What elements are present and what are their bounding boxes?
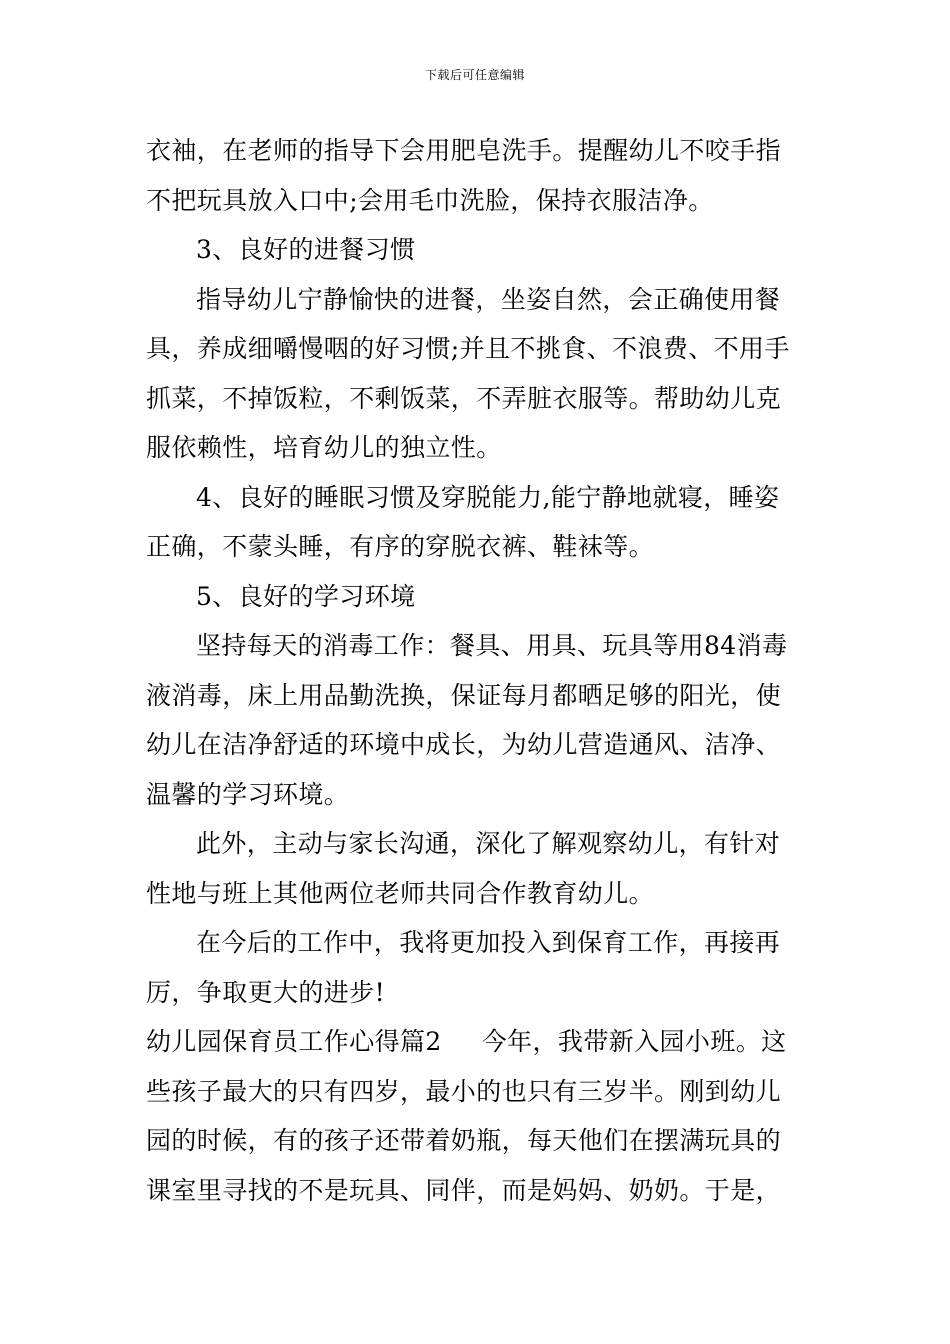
page-header: 下载后可任意编辑 <box>424 68 525 82</box>
section-title: 幼儿园保育员工作心得篇2 <box>146 1027 442 1056</box>
paragraph-line: 正确，不蒙头睡，有序的穿脱衣裤、鞋袜等。 <box>146 532 655 561</box>
subheading-sleep-habits: 4、良好的睡眠习惯及穿脱能力,能宁静地就寝，睡姿 <box>196 482 780 512</box>
paragraph-line: 温馨的学习环境。 <box>146 779 350 809</box>
paragraph-line: 此外，主动与家长沟通，深化了解观察幼儿，有针对 <box>196 829 781 858</box>
section-title-line <box>146 1017 806 1067</box>
paragraph-line: 园的时候，有的孩子还带着奶瓶，每天他们在摆满玩具的 <box>146 1126 782 1155</box>
paragraph-line: 抓菜，不掉饭粒，不剩饭菜，不弄脏衣服等。帮助幼儿克 <box>146 383 782 413</box>
paragraph-line: 具，养成细嚼慢咽的好习惯;并且不挑食、不浪费、不用手 <box>146 334 790 363</box>
document-body <box>146 126 806 1215</box>
paragraph-line: 不把玩具放入口中;会用毛巾洗脸，保持衣服洁净。 <box>146 185 714 215</box>
paragraph-line: 衣袖，在老师的指导下会用肥皂洗手。提醒幼儿不咬手指 <box>146 136 782 165</box>
paragraph-line: 些孩子最大的只有四岁，最小的也只有三岁半。刚到幼儿 <box>146 1076 782 1106</box>
paragraph-line: 指导幼儿宁静愉快的进餐，坐姿自然，会正确使用餐 <box>196 284 781 314</box>
paragraph-line: 幼儿在洁净舒适的环境中成长，为幼儿营造通风、洁净、 <box>146 730 782 759</box>
paragraph-line: 坚持每天的消毒工作：餐具、用具、玩具等用84消毒 <box>196 631 788 660</box>
paragraph-line: 课室里寻找的不是玩具、同伴，而是妈妈、奶奶。于是， <box>146 1175 782 1205</box>
section-first-line: 今年，我带新入园小班。这 <box>481 1027 787 1056</box>
paragraph-line: 液消毒，床上用品勤洗换，保证每月都晒足够的阳光，使 <box>146 680 782 710</box>
subheading-eating-habits: 3、良好的进餐习惯 <box>196 235 416 264</box>
subheading-learning-environment: 5、良好的学习环境 <box>196 581 416 611</box>
paragraph-line: 在今后的工作中，我将更加投入到保育工作，再接再 <box>196 928 781 957</box>
paragraph-line: 性地与班上其他两位老师共同合作教育幼儿。 <box>146 878 655 908</box>
paragraph-line: 服依赖性，培育幼儿的独立性。 <box>146 433 502 462</box>
paragraph-line: 厉，争取更大的进步! <box>146 977 386 1007</box>
